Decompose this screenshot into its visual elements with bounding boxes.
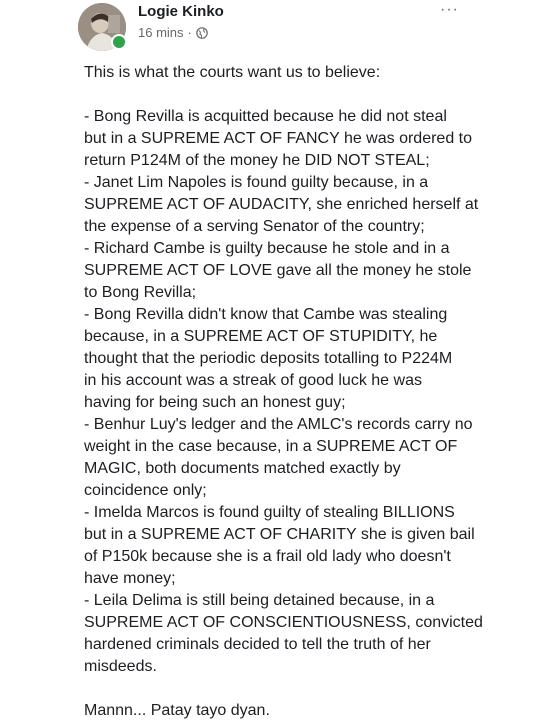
- post-line: SUPREME ACT OF LOVE gave all the money he stole: [84, 262, 472, 279]
- post-line: misdeeds.: [84, 658, 157, 675]
- post-line: having for being such an honest guy;: [84, 394, 346, 411]
- post-time[interactable]: 16 mins: [138, 25, 184, 40]
- more-options-icon[interactable]: ···: [440, 1, 459, 18]
- post-closing: Mannn... Patay tayo dyan.: [84, 702, 270, 719]
- post-line: SUPREME ACT OF AUDACITY, she enriched herself at: [84, 196, 479, 213]
- post-line: weight in the case because, in a SUPREME ACT OF: [84, 438, 458, 455]
- post-line: - Janet Lim Napoles is found guilty because, in a: [84, 174, 429, 191]
- online-status-dot: [111, 34, 127, 50]
- post-line: the expense of a serving Senator of the country;: [84, 218, 425, 235]
- post-line: in his account was a streak of good luck he was: [84, 372, 422, 389]
- post-line: - Benhur Luy's ledger and the AMLC's records carry no: [84, 416, 473, 433]
- post-body: [84, 62, 484, 722]
- post-line: - Imelda Marcos is found guilty of stealing BILLIONS: [84, 504, 455, 521]
- post-line: - Bong Revilla didn't know that Cambe was stealing: [84, 306, 448, 323]
- post-line: - Richard Cambe is guilty because he stole and in a: [84, 240, 450, 257]
- post-meta: [138, 25, 208, 40]
- post-line: - Bong Revilla is acquitted because he did not steal: [84, 108, 447, 125]
- post-intro: This is what the courts want us to believe:: [84, 64, 381, 81]
- post-line: because, in a SUPREME ACT OF STUPIDITY, he: [84, 328, 438, 345]
- post-line: thought that the periodic deposits totalling to P224M: [84, 350, 453, 367]
- paragraph-gap: [84, 84, 484, 106]
- paragraph-gap: [84, 678, 484, 700]
- globe-icon[interactable]: [196, 27, 208, 39]
- post-lines: [84, 106, 484, 678]
- post-line: hardened criminals decided to tell the truth of her: [84, 636, 431, 653]
- post-line: of P150k because she is a frail old lady who doesn't: [84, 548, 451, 565]
- post-line: coincidence only;: [84, 482, 207, 499]
- post-line: but in a SUPREME ACT OF CHARITY she is given bail: [84, 526, 475, 543]
- post-line: - Leila Delima is still being detained because, in a: [84, 592, 435, 609]
- post-line: have money;: [84, 570, 176, 587]
- post-line: SUPREME ACT OF CONSCIENTIOUSNESS, convicted: [84, 614, 483, 631]
- post-line: MAGIC, both documents matched exactly by: [84, 460, 401, 477]
- avatar[interactable]: [78, 3, 126, 51]
- author-name[interactable]: Logie Kinko: [138, 3, 224, 20]
- post-header: [0, 0, 552, 60]
- post-line: to Bong Revilla;: [84, 284, 197, 301]
- post-line: return P124M of the money he DID NOT STEAL;: [84, 152, 430, 169]
- meta-separator: ·: [187, 25, 192, 40]
- post-line: but in a SUPREME ACT OF FANCY he was ordered to: [84, 130, 473, 147]
